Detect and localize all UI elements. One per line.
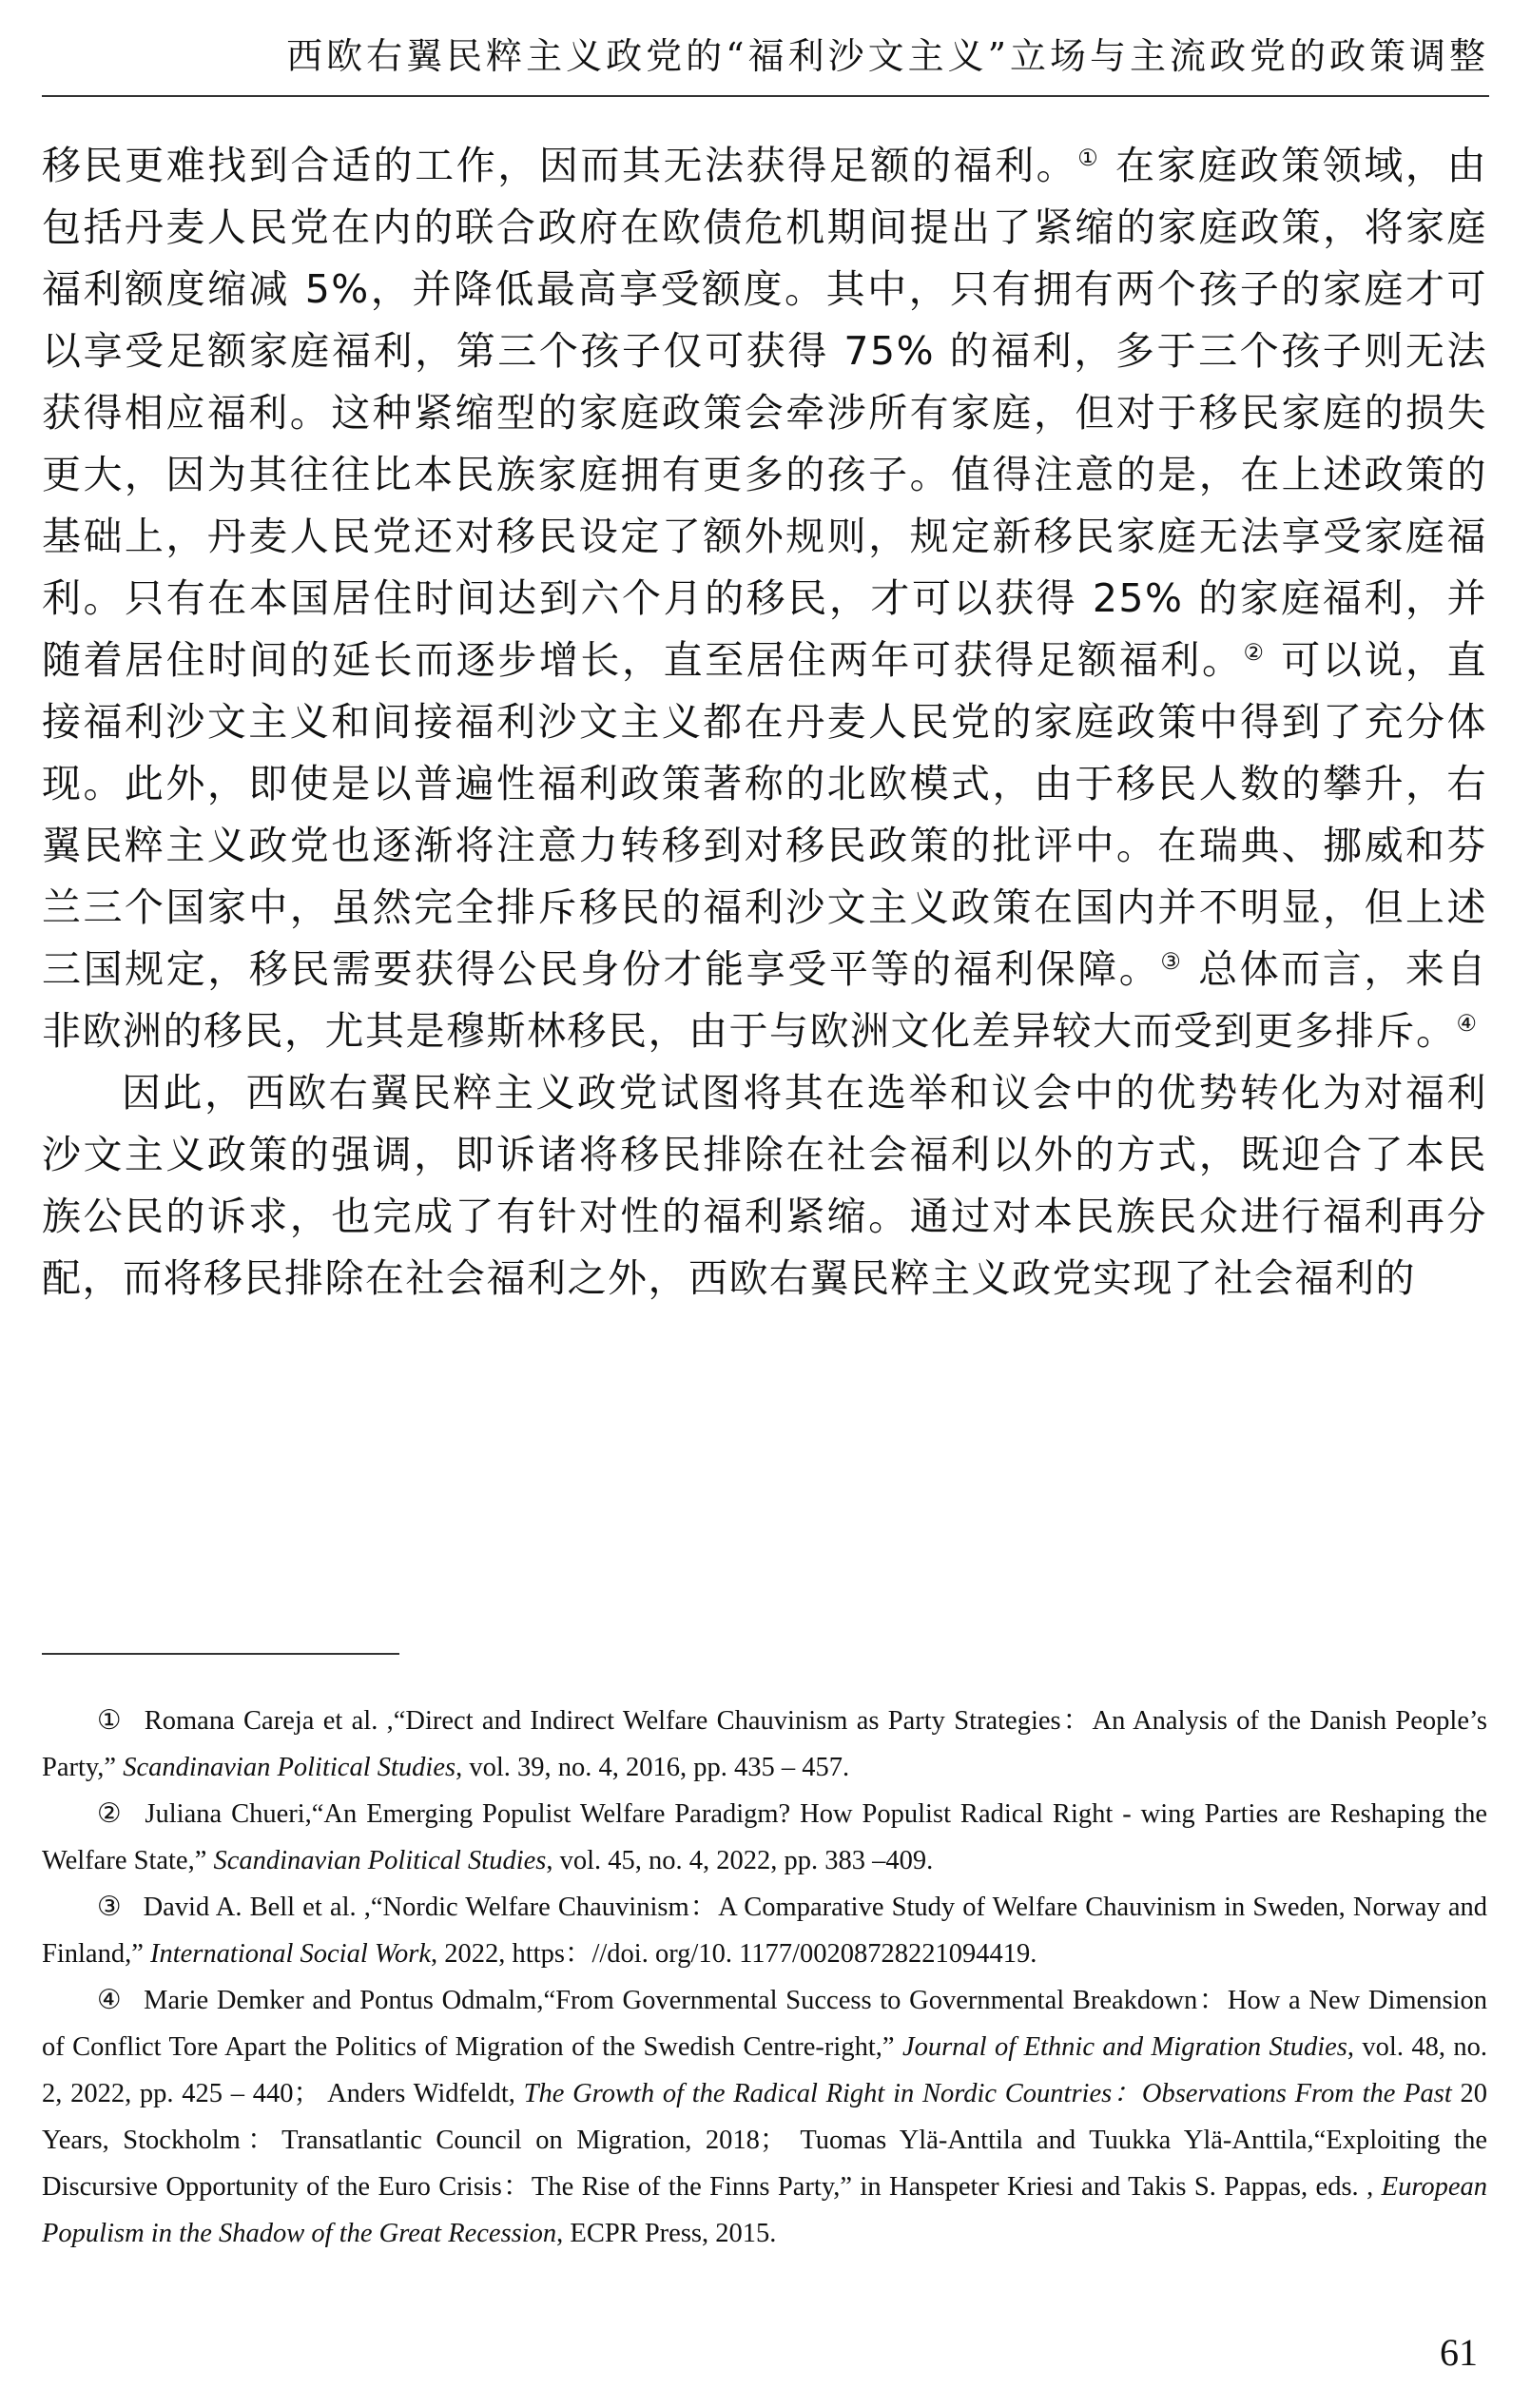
footnote-ref-2[interactable]: ② xyxy=(1243,639,1267,666)
footnote-4-details-3: , ECPR Press, 2015. xyxy=(556,2219,777,2248)
footnote-3-details: , 2022, https：//doi. org/10. 1177/00208728221094419. xyxy=(431,1939,1037,1969)
footnote-separator xyxy=(42,1653,399,1655)
running-header: 西欧右翼民粹主义政党的“福利沙文主义”立场与主流政党的政策调整 xyxy=(286,35,1489,77)
footnote-ref-3[interactable]: ③ xyxy=(1160,948,1184,975)
paragraph-2: 因此，西欧右翼民粹主义政党试图将其在选举和议会中的优势转化为对福利沙文主义政策的强调，即诉诸将移民排除在社会福利以外的方式，既迎合了本民族公民的诉求，也完成了有针对性的福利紧缩。通过对本民族民众进行福利再分配，而将移民排除在社会福利之外，西欧右翼民粹主义政党实现了社会福利的 xyxy=(42,1070,1487,1301)
footnote-1-number: ① xyxy=(97,1706,124,1736)
footnote-2-text: Juliana Chueri,“An Emerging Populist Welfare Paradigm? How Populist Radical Right - wing Parties are Reshaping the Welfare State,” xyxy=(42,1799,1487,1875)
page-number: 61 xyxy=(1440,2331,1478,2374)
footnote-4 xyxy=(42,1977,1487,2257)
footnote-1-text: Romana Careja et al. ,“Direct and Indirect Welfare Chauvinism as Party Strategies：An Analysis of the Danish People’s Party,” xyxy=(42,1706,1487,1782)
footnote-2-details: , vol. 45, no. 4, 2022, pp. 383 –409. xyxy=(546,1846,934,1875)
footnote-3-journal: International Social Work xyxy=(150,1939,432,1969)
footnote-1-details: , vol. 39, no. 4, 2016, pp. 435 – 457. xyxy=(455,1753,850,1782)
footnote-1 xyxy=(42,1698,1487,1791)
footnote-4-book-1: The Growth of the Radical Right in Nordic Countries：Observations From the Past xyxy=(523,2079,1452,2108)
footnote-4-details-1: , vol. 48, no. 2, 2022, pp. 425 – 440； Anders Widfeldt, xyxy=(42,2032,1488,2108)
footnote-4-details-2: , Stockholm：Transatlantic Council on Migration, 2018； Tuomas Ylä-Anttila and Tuukka Ylä-Anttila,“Exploiting the Discursive Opportunity of the Euro Crisis：The Rise of the Finns Party,” in Hanspeter Kriesi and Takis S. Pappas, eds. , xyxy=(42,2126,1487,2202)
footnotes xyxy=(42,1698,1487,2257)
footnote-2-number: ② xyxy=(97,1799,125,1829)
footnote-4-years: 20 Years xyxy=(42,2079,1487,2155)
footnote-4-book-2: European Populism in the Shadow of the Great Recession xyxy=(42,2172,1488,2248)
paragraph-1-part-2: 在家庭政策领域，由包括丹麦人民党在内的联合政府在欧债危机期间提出了紧缩的家庭政策，将家庭福利额度缩减 5%，并降低最高享受额度。其中，只有拥有两个孩子的家庭才可以享受足额家庭福利，第三个孩子仅可获得 75% 的福利，多于三个孩子则无法获得相应福利。这种紧缩型的家庭政策会牵涉所有家庭，但对于移民家庭的损失更大，因为其往往比本民族家庭拥有更多的孩子。值得注意的是，在上述政策的基础上，丹麦人民党还对移民设定了额外规则，规定新移民家庭无法享受家庭福利。只有在本国居住时间达到六个月的移民，才可以获得 25% 的家庭福利，并随着居住时间的延长而逐步增长，直至居住两年可获得足额福利。 xyxy=(42,143,1488,683)
footnote-2 xyxy=(42,1791,1487,1884)
paragraph-1 xyxy=(42,135,1487,1062)
header-rule xyxy=(42,95,1489,97)
footnote-3-number: ③ xyxy=(97,1893,123,1922)
footnote-1-journal: Scandinavian Political Studies xyxy=(123,1753,456,1782)
footnote-2-journal: Scandinavian Political Studies xyxy=(213,1846,547,1875)
main-text xyxy=(42,135,1487,1310)
footnote-3 xyxy=(42,1884,1487,1977)
footnote-3-text: David A. Bell et al. ,“Nordic Welfare Chauvinism：A Comparative Study of Welfare Chauvinism in Sweden, Norway and Finland,” xyxy=(42,1893,1487,1969)
footnote-4-number: ④ xyxy=(97,1986,124,2015)
footnote-4-journal: Journal of Ethnic and Migration Studies xyxy=(901,2032,1347,2062)
footnote-ref-4[interactable]: ④ xyxy=(1456,1010,1479,1037)
paragraph-1-part-4: 总体而言，来自非欧洲的移民，尤其是穆斯林移民，由于与欧洲文化差异较大而受到更多排斥。 xyxy=(42,946,1488,1054)
footnote-ref-1[interactable]: ① xyxy=(1077,145,1101,171)
paragraph-1-part-1: 移民更难找到合适的工作，因而其无法获得足额的福利。 xyxy=(42,143,1078,188)
paragraph-1-part-3: 可以说，直接福利沙文主义和间接福利沙文主义都在丹麦人民党的家庭政策中得到了充分体现。此外，即使是以普遍性福利政策著称的北欧模式，由于移民人数的攀升，右翼民粹主义政党也逐渐将注意力转移到对移民政策的批评中。在瑞典、挪威和芬兰三个国家中，虽然完全排斥移民的福利沙文主义政策在国内并不明显，但上述三国规定，移民需要获得公民身份才能享受平等的福利保障。 xyxy=(42,637,1488,992)
footnote-4-text: Marie Demker and Pontus Odmalm,“From Governmental Success to Governmental Breakdown：How a New Dimension of Conflict Tore Apart the Politics of Migration of the Swedish Centre-right,” xyxy=(42,1986,1487,2062)
